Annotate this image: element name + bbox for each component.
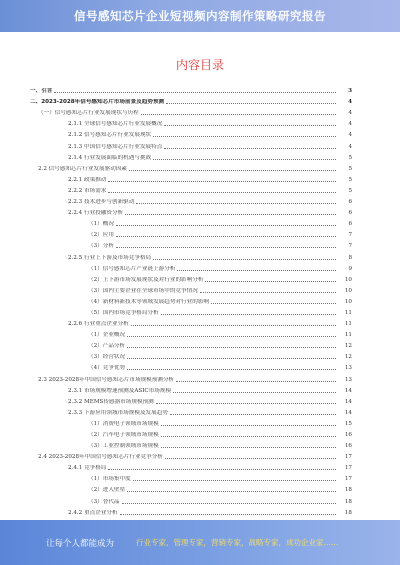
toc-entry-page: 11 — [344, 332, 352, 339]
toc-entry-label: 2.1.2 信号感知芯片行业发展现状 — [68, 132, 152, 139]
toc-entry-page: 16 — [344, 432, 352, 438]
toc-entry-label: 2.3.3 下游应用领域市场规模及发展趋势 — [68, 409, 168, 416]
toc-leader-dots — [108, 469, 336, 470]
footer-banner — [0, 520, 400, 565]
toc-entry[interactable] — [30, 361, 352, 372]
toc-entry-label: 2.2.5 行业上下游及市场竞争格局 — [68, 254, 152, 261]
toc-entry[interactable] — [30, 128, 352, 139]
toc-entry[interactable] — [30, 384, 352, 395]
report-title: 信号感知芯片企业短视频内容制作策略研究报告 — [74, 9, 326, 23]
toc-leader-dots — [131, 325, 336, 326]
toc-entry-page: 5 — [348, 187, 352, 194]
toc-entry[interactable] — [30, 273, 352, 284]
toc-entry-label: 2.2.6 行业重点企业分析 — [68, 321, 129, 328]
toc-entry-label: （一）信号感知芯片行业发展现状与历程 — [38, 110, 139, 117]
toc-entry-label: 二、2023-2028年信号感知芯片市场前景及趋势预测 — [30, 99, 165, 106]
toc-entry[interactable] — [30, 206, 352, 217]
toc-leader-dots — [108, 181, 336, 182]
toc-entry-label: （2）产品分析 — [88, 343, 126, 350]
toc-entry[interactable] — [30, 472, 352, 483]
toc-entry-page: 6 — [348, 199, 352, 206]
toc-leader-dots — [141, 114, 336, 115]
toc-leader-dots — [122, 503, 336, 504]
toc-entry[interactable] — [30, 250, 352, 261]
toc-entry[interactable] — [30, 417, 352, 428]
toc-entry-page: 7 — [348, 232, 352, 239]
toc-entry-page: 8 — [348, 254, 352, 261]
toc-entry-page: 5 — [348, 176, 352, 183]
toc-entry[interactable] — [30, 494, 352, 505]
toc-leader-dots — [205, 281, 336, 282]
toc-entry[interactable] — [30, 450, 352, 461]
toc-leader-dots — [153, 136, 336, 137]
toc-leader-dots — [161, 436, 336, 437]
toc-entry-label: （3）分析 — [88, 243, 114, 250]
toc-entry-page: 5 — [348, 165, 352, 172]
toc-entry-page: 4 — [348, 99, 352, 106]
toc-entry-label: 2.4.1 竞争格局 — [68, 465, 107, 472]
toc-entry[interactable] — [30, 84, 352, 95]
toc-entry-page: 14 — [344, 398, 352, 405]
toc-leader-dots — [164, 148, 336, 149]
toc-entry[interactable] — [30, 217, 352, 228]
toc-entry[interactable] — [30, 328, 352, 339]
toc-entry-label: （3）经营状况 — [88, 354, 126, 361]
toc-entry-label: 一、引言 — [30, 88, 53, 95]
toc-entry-page: 11 — [344, 309, 352, 316]
toc-entry-label: （1）企业概况 — [88, 332, 126, 339]
toc-entry-label: （1）概况 — [88, 221, 114, 228]
toc-entry-label: （1）信号感知芯片产业链上游分析 — [88, 265, 176, 272]
toc-entry[interactable] — [30, 173, 352, 184]
toc-entry[interactable] — [30, 239, 352, 250]
toc-leader-dots — [133, 480, 336, 481]
toc-entry[interactable] — [30, 406, 352, 417]
toc-entry-page: 15 — [344, 420, 352, 427]
toc-entry-page: 16 — [344, 443, 352, 450]
toc-entry-page: 18 — [344, 487, 352, 494]
toc-entry[interactable] — [30, 506, 352, 517]
toc-entry[interactable] — [30, 439, 352, 450]
toc-entry-label: （2）进入壁垒 — [88, 487, 126, 494]
toc-entry-label: （4）新材料新技术等领域发展趋势对行业的影响 — [88, 298, 210, 305]
toc-leader-dots — [165, 458, 336, 459]
toc-leader-dots — [127, 491, 336, 492]
toc-entry-label: 2.1.4 行业发展面临的机遇与挑战 — [68, 154, 152, 161]
toc-entry-label: （3）国内主要企业在全球市场中的竞争情况 — [88, 287, 198, 294]
toc-entry-page: 6 — [348, 221, 352, 228]
toc-entry-label: 2.4 2023-2028年中国信号感知芯片行业竞争分析 — [38, 454, 163, 461]
toc-entry-label: （1）市场集中度 — [88, 476, 131, 483]
toc-entry-page: 12 — [344, 354, 352, 361]
toc-entry-page: 10 — [344, 276, 352, 283]
toc-leader-dots — [127, 369, 336, 370]
toc-entry-page: 10 — [344, 287, 352, 294]
toc-entry[interactable] — [30, 162, 352, 173]
toc-entry[interactable] — [30, 184, 352, 195]
toc-leader-dots — [116, 247, 336, 248]
toc-entry-label: （4）竞争优势 — [88, 365, 126, 372]
toc-leader-dots — [127, 336, 336, 337]
toc-entry[interactable] — [30, 295, 352, 306]
toc-entry-label: （2）应用 — [88, 232, 114, 239]
toc-entry[interactable] — [30, 284, 352, 295]
toc-entry-label: 2.1.1 全球信号感知芯片行业发展概况 — [68, 121, 163, 128]
toc-leader-dots — [120, 514, 336, 515]
toc-leader-dots — [54, 92, 336, 93]
toc-entry[interactable] — [30, 262, 352, 273]
toc-entry-page: 17 — [344, 454, 352, 461]
toc-entry-page: 4 — [348, 143, 352, 150]
toc-leader-dots — [161, 314, 336, 315]
toc-entry[interactable] — [30, 117, 352, 128]
report-header-banner — [0, 0, 400, 32]
toc-leader-dots — [166, 103, 336, 104]
footer-roles-text: 行业专家，管理专家，营销专家，战略专家，成功企业家…… — [136, 538, 339, 547]
toc-entry[interactable] — [30, 339, 352, 350]
toc-entry-label: 2.2.3 技术进步与创新驱动 — [68, 199, 135, 206]
toc-leader-dots — [127, 347, 336, 348]
toc-entry[interactable] — [30, 139, 352, 150]
toc-entry[interactable] — [30, 372, 352, 383]
toc-entry-label: （2）汽车电子领域市场规模 — [88, 432, 159, 438]
toc-entry[interactable] — [30, 306, 352, 317]
toc-entry-label: （5）国内市场竞争格局分析 — [88, 309, 159, 316]
toc-leader-dots — [127, 358, 336, 359]
toc-entry[interactable] — [30, 395, 352, 406]
toc-entry-label: 2.3.2 MEMS传感器市场规模预测 — [68, 398, 154, 405]
toc-entry-page: 4 — [348, 132, 352, 139]
toc-leader-dots — [136, 203, 336, 204]
toc-entry-label: 2.2.2 市场需求 — [68, 187, 107, 194]
toc-entry[interactable] — [30, 461, 352, 472]
toc-leader-dots — [164, 125, 336, 126]
toc-entry-label: （1）消费电子领域市场规模 — [88, 420, 159, 427]
toc-entry-label: 2.2.1 政策推动 — [68, 176, 107, 183]
toc-entry[interactable] — [30, 195, 352, 206]
toc-entry-page: 14 — [344, 409, 352, 416]
toc-entry-label: （3）替代品 — [88, 498, 120, 505]
toc-entry[interactable] — [30, 317, 352, 328]
toc-entry-label: 2.2.4 行业投融资分析 — [68, 210, 124, 217]
toc-leader-dots — [156, 403, 336, 404]
toc-leader-dots — [125, 214, 336, 215]
toc-entry-label: 2.3.1 市场规模增速预测及ASIC市场规模 — [68, 387, 172, 394]
toc-leader-dots — [161, 447, 336, 448]
toc-entry-label: 2.2 信号感知芯片行业发展驱动因素 — [38, 165, 127, 172]
toc-entry[interactable] — [30, 483, 352, 494]
toc-entry[interactable] — [30, 95, 352, 106]
toc-entry-label: （2）上下游市场发展现状及对行业的影响分析 — [88, 276, 204, 283]
toc-entry-page: 17 — [344, 465, 352, 472]
toc-entry[interactable] — [30, 151, 352, 162]
toc-entry-page: 4 — [348, 121, 352, 128]
toc-leader-dots — [177, 270, 336, 271]
toc-entry-page: 13 — [344, 376, 352, 383]
toc-leader-dots — [153, 259, 336, 260]
toc-entry[interactable] — [30, 428, 352, 439]
toc-entry[interactable] — [30, 350, 352, 361]
toc-leader-dots — [173, 392, 336, 393]
toc-entry-page: 14 — [344, 387, 352, 394]
toc-entry-page: 3 — [348, 88, 352, 95]
toc-leader-dots — [211, 303, 336, 304]
toc-leader-dots — [176, 381, 336, 382]
toc-entry-page: 13 — [344, 365, 352, 372]
toc-entry-label: 2.3 2023-2028年中国信号感知芯片市场规模预测分析 — [38, 376, 175, 383]
toc-leader-dots — [200, 292, 336, 293]
footer-join-text: 让每个人都能成为 — [46, 538, 115, 549]
toc-entry-label: （3）工业控制领域市场规模 — [88, 443, 159, 450]
toc-leader-dots — [161, 425, 336, 426]
table-of-contents — [30, 84, 352, 528]
toc-entry[interactable] — [30, 106, 352, 117]
toc-entry-page: 9 — [348, 265, 352, 272]
toc-entry-page: 12 — [344, 343, 352, 350]
toc-entry-label: 2.4.2 重点企业分析 — [68, 509, 118, 516]
toc-entry-label: 2.1.3 中国信号感知芯片行业发展特点 — [68, 143, 163, 150]
toc-entry-page: 18 — [344, 498, 352, 505]
toc-leader-dots — [129, 170, 336, 171]
toc-leader-dots — [170, 414, 336, 415]
toc-entry-page: 5 — [348, 154, 352, 161]
toc-entry-page: 7 — [348, 243, 352, 250]
toc-entry-page: 10 — [344, 298, 352, 305]
toc-entry[interactable] — [30, 228, 352, 239]
toc-entry-page: 4 — [348, 110, 352, 117]
toc-entry-page: 18 — [344, 509, 352, 516]
toc-entry-page: 11 — [344, 321, 352, 328]
toc-leader-dots — [116, 236, 336, 237]
toc-leader-dots — [108, 192, 336, 193]
toc-heading: 内容目录 — [175, 58, 224, 72]
toc-entry-page: 17 — [344, 476, 352, 483]
toc-leader-dots — [153, 159, 336, 160]
toc-leader-dots — [116, 225, 336, 226]
toc-entry-page: 6 — [348, 210, 352, 217]
